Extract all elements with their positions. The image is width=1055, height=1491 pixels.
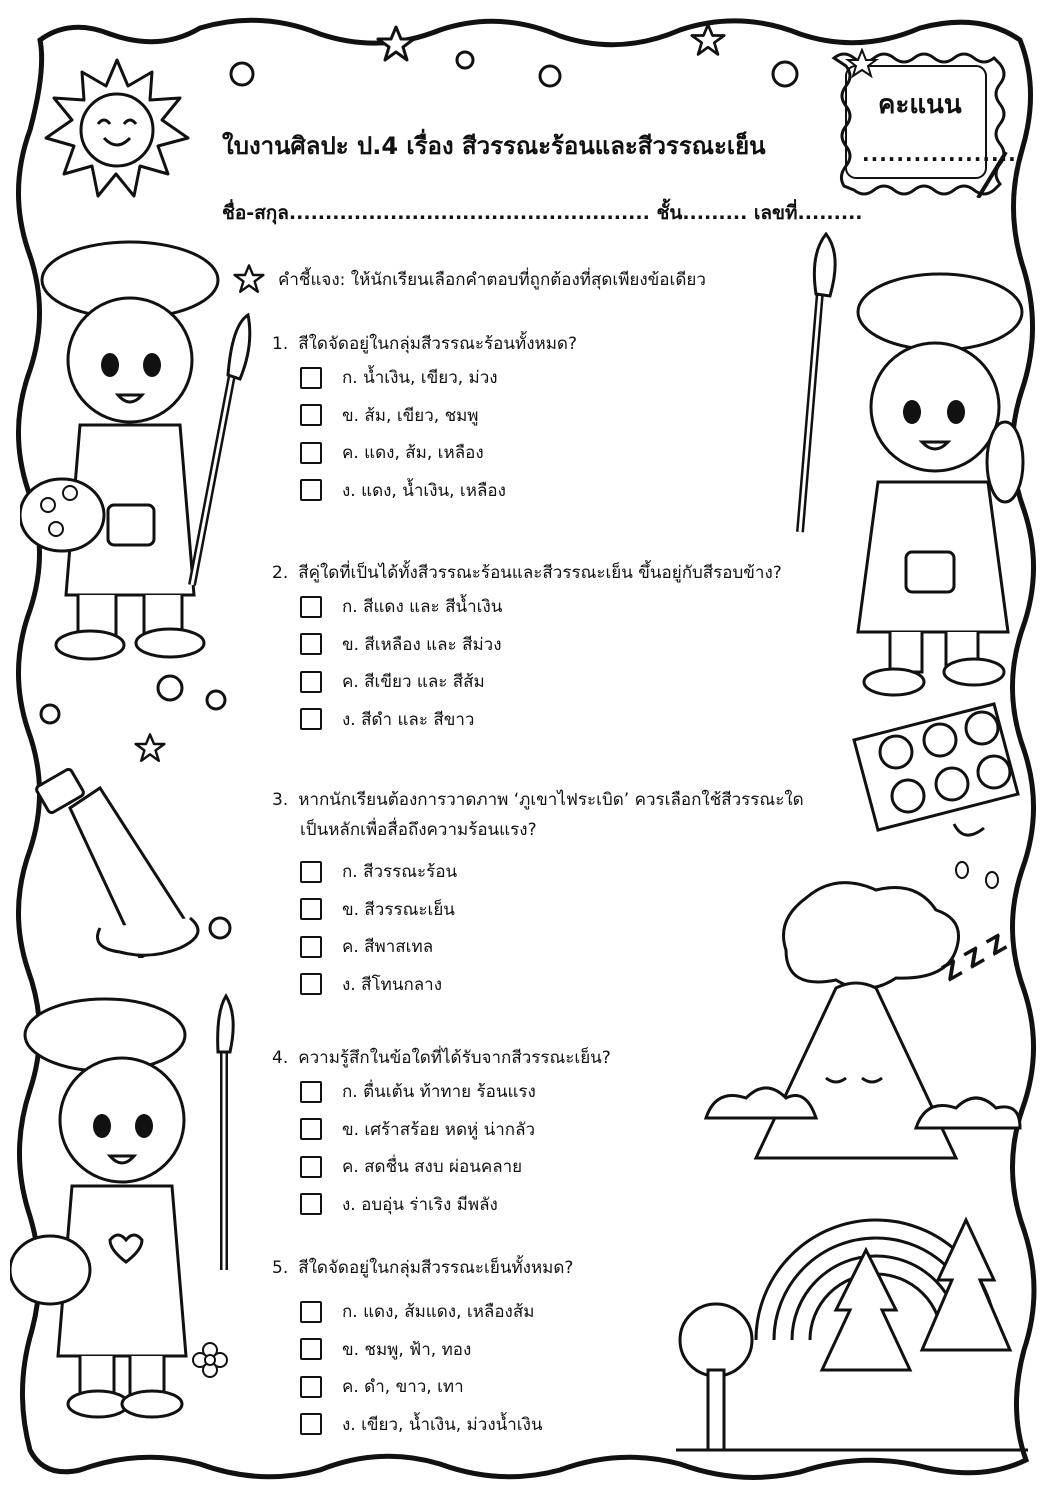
sun-illustration bbox=[42, 58, 192, 198]
question-5 bbox=[272, 1253, 872, 1443]
question-header bbox=[272, 785, 872, 815]
option[interactable] bbox=[300, 434, 872, 472]
answer-checkbox[interactable] bbox=[300, 1413, 322, 1435]
option[interactable] bbox=[300, 663, 872, 701]
circles-decoration bbox=[220, 40, 820, 100]
question-number: 1. bbox=[272, 334, 289, 354]
option-label: ง. สีดำ และ สีขาว bbox=[342, 709, 475, 730]
option[interactable] bbox=[300, 1148, 872, 1186]
question-number: 4. bbox=[272, 1048, 289, 1068]
option[interactable] bbox=[300, 891, 872, 929]
question-header bbox=[272, 1253, 872, 1283]
question-number: 3. bbox=[272, 790, 289, 810]
question-2 bbox=[272, 558, 872, 738]
question-header bbox=[272, 329, 872, 359]
answer-checkbox[interactable] bbox=[300, 973, 322, 995]
option-label: ข. ชมพู, ฟ้า, ทอง bbox=[342, 1339, 472, 1360]
paint-tube-illustration bbox=[30, 768, 240, 958]
option-label: ข. ส้ม, เขียว, ชมพู bbox=[342, 405, 479, 426]
score-field[interactable]: .................. bbox=[862, 142, 1017, 166]
option[interactable] bbox=[300, 1111, 872, 1149]
question-text: สีใดจัดอยู่ในกลุ่มสีวรรณะเย็นทั้งหมด? bbox=[298, 1258, 574, 1278]
question-text: สีคู่ใดที่เป็นได้ทั้งสีวรรณะร้อนและสีวรรณะเย็น ขึ้นอยู่กับสีรอบข้าง? bbox=[298, 563, 782, 583]
option-label: ค. ดำ, ขาว, เทา bbox=[342, 1377, 464, 1398]
answer-checkbox[interactable] bbox=[300, 861, 322, 883]
answer-checkbox[interactable] bbox=[300, 1376, 322, 1398]
answer-checkbox[interactable] bbox=[300, 596, 322, 618]
circles-decoration bbox=[30, 660, 230, 770]
question-number: 5. bbox=[272, 1258, 289, 1278]
option[interactable] bbox=[300, 1331, 872, 1369]
answer-checkbox[interactable] bbox=[300, 1156, 322, 1178]
question-header bbox=[272, 1043, 872, 1073]
star-icon bbox=[134, 732, 166, 764]
option[interactable] bbox=[300, 1368, 872, 1406]
sleep-zzz-text: Z Z Z bbox=[937, 928, 1012, 988]
option[interactable] bbox=[300, 626, 872, 664]
option[interactable] bbox=[300, 1293, 872, 1331]
option[interactable] bbox=[300, 928, 872, 966]
answer-checkbox[interactable] bbox=[300, 404, 322, 426]
answer-checkbox[interactable] bbox=[300, 442, 322, 464]
question-header bbox=[272, 558, 872, 588]
boy-painter-illustration bbox=[20, 225, 260, 675]
option-label: ค. สดชื่น สงบ ผ่อนคลาย bbox=[342, 1157, 523, 1178]
answer-checkbox[interactable] bbox=[300, 1301, 322, 1323]
option-label: ก. สีแดง และ สีน้ำเงิน bbox=[342, 597, 503, 618]
option[interactable] bbox=[300, 701, 872, 739]
option-label: ง. สีโทนกลาง bbox=[342, 974, 442, 995]
option-label: ค. แดง, ส้ม, เหลือง bbox=[342, 443, 484, 464]
option-label: ง. อบอุ่น ร่าเริง มีพลัง bbox=[342, 1194, 498, 1215]
option[interactable] bbox=[300, 472, 872, 510]
question-3 bbox=[272, 785, 872, 1003]
option-label: ข. เศร้าสร้อย หดหู่ น่ากลัว bbox=[342, 1119, 536, 1140]
answer-checkbox[interactable] bbox=[300, 367, 322, 389]
flower-icon bbox=[190, 1340, 230, 1380]
question-text: ความรู้สึกในข้อใดที่ได้รับจากสีวรรณะเย็น? bbox=[298, 1048, 611, 1068]
option[interactable] bbox=[300, 397, 872, 435]
score-label: คะแนน bbox=[878, 90, 962, 120]
option-label: ก. แดง, ส้มแดง, เหลืองส้ม bbox=[342, 1302, 535, 1323]
option-label: ค. สีพาสเทล bbox=[342, 937, 434, 958]
instruction bbox=[232, 263, 706, 295]
question-4 bbox=[272, 1043, 872, 1223]
question-text: สีใดจัดอยู่ในกลุ่มสีวรรณะร้อนทั้งหมด? bbox=[298, 334, 577, 354]
option-label: ค. สีเขียว และ สีส้ม bbox=[342, 672, 485, 693]
answer-checkbox[interactable] bbox=[300, 671, 322, 693]
answer-checkbox[interactable] bbox=[300, 898, 322, 920]
option-label: ง. เขียว, น้ำเงิน, ม่วงน้ำเงิน bbox=[342, 1414, 543, 1435]
answer-checkbox[interactable] bbox=[300, 633, 322, 655]
question-text: หากนักเรียนต้องการวาดภาพ ‘ภูเขาไฟระเบิด’ ควรเลือกใช้สีวรรณะใด bbox=[298, 790, 804, 810]
answer-checkbox[interactable] bbox=[300, 936, 322, 958]
option[interactable] bbox=[300, 1406, 872, 1444]
option[interactable] bbox=[300, 966, 872, 1004]
answer-checkbox[interactable] bbox=[300, 1081, 322, 1103]
answer-checkbox[interactable] bbox=[300, 1338, 322, 1360]
question-1 bbox=[272, 329, 872, 509]
answer-checkbox[interactable] bbox=[300, 1118, 322, 1140]
question-header-line-2 bbox=[272, 815, 872, 845]
option[interactable] bbox=[300, 359, 872, 397]
option[interactable] bbox=[300, 853, 872, 891]
question-number: 2. bbox=[272, 563, 289, 583]
answer-checkbox[interactable] bbox=[300, 479, 322, 501]
question-text-continued: เป็นหลักเพื่อสื่อถึงความร้อนแรง? bbox=[300, 820, 537, 840]
answer-checkbox[interactable] bbox=[300, 1193, 322, 1215]
option[interactable] bbox=[300, 588, 872, 626]
option-label: ง. แดง, น้ำเงิน, เหลือง bbox=[342, 480, 506, 501]
answer-checkbox[interactable] bbox=[300, 708, 322, 730]
name-class-number-field[interactable]: ชื่อ-สกุล.................................................. ชั้น......... เลขที่......... bbox=[222, 202, 863, 224]
option-label: ข. สีวรรณะเย็น bbox=[342, 899, 455, 920]
option-label: ก. สีวรรณะร้อน bbox=[342, 862, 458, 883]
option[interactable] bbox=[300, 1186, 872, 1224]
option-label: ก. น้ำเงิน, เขียว, ม่วง bbox=[342, 368, 498, 389]
option[interactable] bbox=[300, 1073, 872, 1111]
option-label: ข. สีเหลือง และ สีม่วง bbox=[342, 634, 502, 655]
instruction-text: คำชี้แจง: ให้นักเรียนเลือกคำตอบที่ถูกต้องที่สุดเพียงข้อเดียว bbox=[278, 269, 706, 290]
worksheet-title: ใบงานศิลปะ ป.4 เรื่อง สีวรรณะร้อนและสีวรรณะเย็น bbox=[222, 132, 766, 160]
option-label: ก. ตื่นเต้น ท้าทาย ร้อนแรง bbox=[342, 1082, 536, 1103]
